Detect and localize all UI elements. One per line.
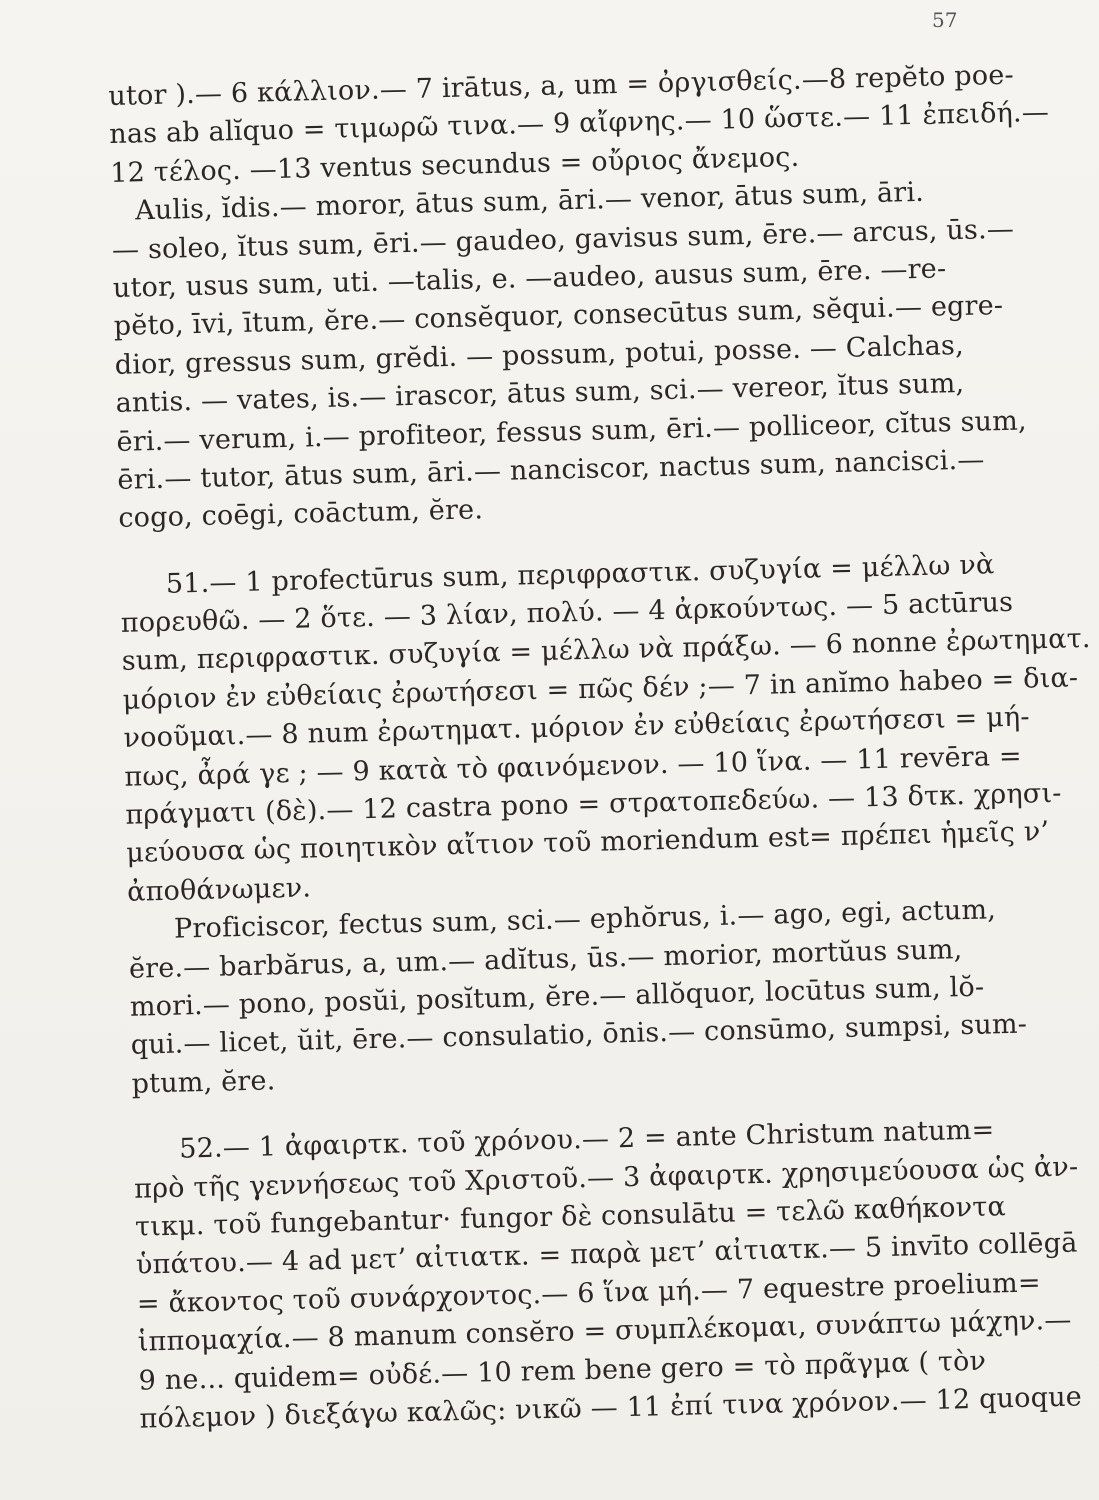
text-line: ὑπάτου.— 4 ad μετ’ αἰτιατκ. = παρὰ μετ’ αἰτιατκ.— 5 invīto collēgā (135, 1227, 1078, 1281)
text-line: = ἄκοντος τοῦ συνάρχοντος.— 6 ἵνα μή.— 7 equestre proelium= (136, 1267, 1042, 1320)
text-line: mori.— pono, posŭi, posĭtum, ĕre.— allŏquor, locūtus sum, lŏ- (129, 971, 985, 1023)
text-line: pĕto, īvi, ītum, ĕre.— consĕquor, consecūtus sum, sĕqui.— egre- (113, 290, 1004, 343)
text-line: νοοῦμαι.— 8 num ἐρωτηματ. μόριον ἐν εὐθείαις ἐρωτήσεσι = μή- (123, 701, 1030, 755)
text-line: πρὸ τῆς γεννήσεως τοῦ Χριστοῦ.— 3 ἀφαιρτκ. χρησιμεύουσα ὡς ἀν- (133, 1150, 1079, 1205)
text-line: τικμ. τοῦ fungebantur· fungor δὲ consulātu = τελῶ καθήκοντα (134, 1191, 1007, 1243)
text-line: ēri.— verum, i.— profiteor, fessus sum, ēri.— polliceor, cĭtus sum, (116, 404, 1028, 458)
text-line: μόριον ἐν εὐθείαις ἐρωτήσεσι = πῶς δέν ;— 7 in anĭmo habeo = δια- (122, 662, 1079, 716)
text-line: utor, usus sum, uti. —talis, e. —audeo, ausus sum, ēre. —re- (112, 253, 947, 304)
text-line: cogo, coēgi, coāctum, ĕre. (118, 494, 484, 535)
text-line: πράγματι (δὲ).— 12 castra pono = στρατοπεδεύω. — 13 δτκ. χρησι- (125, 777, 1062, 831)
text-line: ēri.— tutor, ātus sum, āri.— nanciscor, nactus sum, nancisci.— (117, 444, 985, 496)
text-line: ptum, ĕre. (131, 1065, 276, 1100)
text-line: 12 τέλος. —13 ventus secundus = οὔριος ἄνεμος. (109, 141, 800, 189)
text-line: μεύουσα ὡς ποιητικὸν αἴτιον τοῦ moriendum est= πρέπει ἡμεῖς ν’ (125, 816, 1050, 870)
text-block (108, 57, 1091, 1439)
text-line: ἱππομαχία.— 8 manum consĕro = συμπλέκομαι, συνάπτω μάχην.— (137, 1304, 1072, 1358)
text-line: πως, ἆρά γε ; — 9 κατὰ τὸ φαινόμενον. — 10 ἵνα. — 11 revēra = (124, 740, 1023, 793)
text-line: antis. — vates, is.— irascor, ātus sum, sci.— vereor, ĭtus sum, (115, 368, 965, 420)
section-51-heading-line: 51.— 1 profectūrus sum, περιφραστικ. συζυγία = μέλλω νὰ (165, 548, 995, 600)
text-line: sum, περιφραστικ. συζυγία = μέλλω νὰ πράξω. — 6 nonne ἐρωτηματ. (121, 623, 1091, 678)
text-line: 9 ne... quidem= οὐδέ.— 10 rem bene gero = τὸ πρᾶγμα ( τὸν (138, 1345, 987, 1397)
text-line: nas ab alĭquo = τιμωρῶ τινα.— 9 αἴφνης.— 10 ὥστε.— 11 ἐπειδή.— (108, 97, 1050, 151)
text-line: πόλεμον ) διεξάγω καλῶς: νικῶ — 11 ἐπί τινα χρόνον.— 12 quoque (139, 1381, 1083, 1435)
text-line: ĕre.— barbărus, a, um.— adĭtus, ūs.— morior, mortŭus sum, (128, 933, 963, 985)
text-line: ἀποθάνωμεν. (126, 872, 312, 908)
text-line: qui.— licet, ŭit, ēre.— consulatio, ōnis.— consūmo, sumpsi, sum- (130, 1008, 1028, 1062)
text-line: dior, gressus sum, grĕdi. — possum, potui, posse. — Calchas, (114, 329, 965, 381)
section-52-heading-line: 52.— 1 ἀφαιρτκ. τοῦ χρόνου.— 2 = ante Christum natum= (178, 1114, 995, 1165)
text-line: — soleo, ĭtus sum, ēri.— gaudeo, gavisus sum, ēre.— arcus, ūs.— (111, 213, 1015, 266)
text-line: utor ).— 6 κάλλιον.— 7 irātus, a, um = ὀργισθείς.—8 repĕto poe- (108, 59, 1015, 112)
text-line: πορευθῶ. — 2 ὅτε. — 3 λίαν, πολύ. — 4 ἀρκούντως. — 5 actūrus (120, 586, 1014, 639)
paragraph-start-line: Proficiscor, fectus sum, sci.— ephŏrus, i.— ago, egi, actum, (173, 894, 997, 945)
paragraph-start-line: Aulis, ĭdis.— moror, ātus sum, āri.— venor, ātus sum, āri. (134, 176, 925, 227)
page-number: 57 (932, 8, 958, 32)
